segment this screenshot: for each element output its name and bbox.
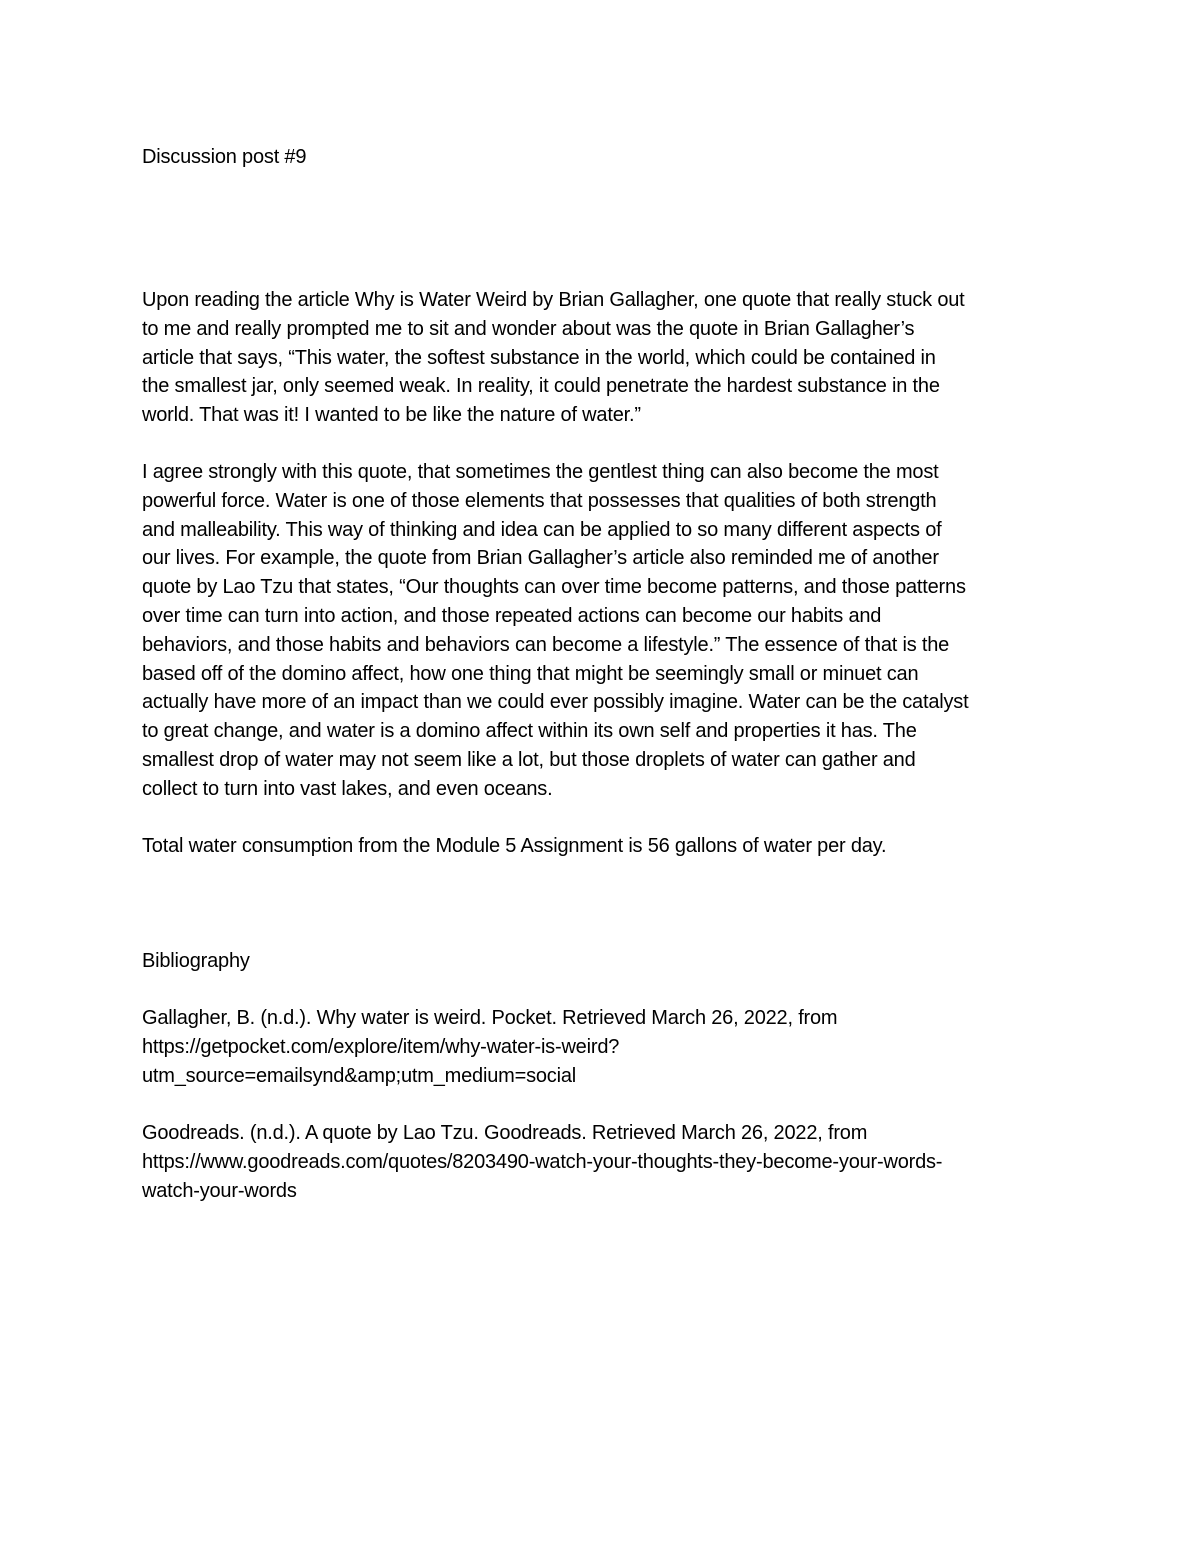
reference-url-line: watch-your-words [142,1179,297,1202]
paragraph-line: to great change, and water is a domino affect within its own self and properties it has. The [142,720,917,743]
paragraph-line: behaviors, and those habits and behaviors can become a lifestyle.” The essence of that is the [142,633,950,656]
paragraph-line: Total water consumption from the Module 5 Assignment is 56 gallons of water per day. [142,835,887,857]
bibliography-entry-gallagher [142,1004,1062,1090]
paragraph-line: Upon reading the article Why is Water Weird by Brian Gallagher, one quote that really stuck out [142,289,965,311]
reference-url-line: https://getpocket.com/explore/item/why-water-is-weird? [142,1035,620,1058]
paragraph-discussion [142,458,1062,804]
reference-url-line: utm_source=emailsynd&amp;utm_medium=social [142,1064,577,1087]
heading-line: Bibliography [142,950,250,972]
paragraph-line: quote by Lao Tzu that states, “Our thoughts can over time become patterns, and those patterns [142,576,966,599]
paragraph-line: smallest drop of water may not seem like a lot, but those droplets of water can gather and [142,748,916,771]
paragraph-line: over time can turn into action, and those repeated actions can become our habits and [142,604,882,627]
document-title [142,143,1062,172]
paragraph-line: actually have more of an impact than we could ever possibly imagine. Water can be the catalyst [142,691,969,714]
reference-line: Goodreads. (n.d.). A quote by Lao Tzu. Goodreads. Retrieved March 26, 2022, from [142,1122,868,1144]
paragraph-line: and malleability. This way of thinking and idea can be applied to so many different aspects of [142,518,942,541]
reference-url-line: https://www.goodreads.com/quotes/8203490-watch-your-thoughts-they-become-your-words- [142,1150,943,1173]
bibliography-heading [142,947,1062,976]
paragraph-line: based off of the domino affect, how one thing that might be seemingly small or minuet can [142,662,919,685]
title-line: Discussion post #9 [142,146,307,168]
paragraph-line: world. That was it! I wanted to be like the nature of water.” [142,404,641,427]
reference-line: Gallagher, B. (n.d.). Why water is weird. Pocket. Retrieved March 26, 2022, from [142,1007,838,1029]
paragraph-quote-intro [142,286,1062,430]
paragraph-line: powerful force. Water is one of those elements that possesses that qualities of both strength [142,489,937,512]
paragraph-line: our lives. For example, the quote from Brian Gallagher’s article also reminded me of another [142,547,939,570]
paragraph-line: I agree strongly with this quote, that sometimes the gentlest thing can also become the most [142,461,939,483]
paragraph-water-consumption [142,832,1062,861]
bibliography-entry-goodreads [142,1119,1062,1205]
paragraph-line: article that says, “This water, the softest substance in the world, which could be contained in [142,346,936,369]
paragraph-line: collect to turn into vast lakes, and even oceans. [142,777,553,800]
paragraph-line: the smallest jar, only seemed weak. In reality, it could penetrate the hardest substance in the [142,375,940,398]
paragraph-line: to me and really prompted me to sit and wonder about was the quote in Brian Gallagher’s [142,317,915,340]
